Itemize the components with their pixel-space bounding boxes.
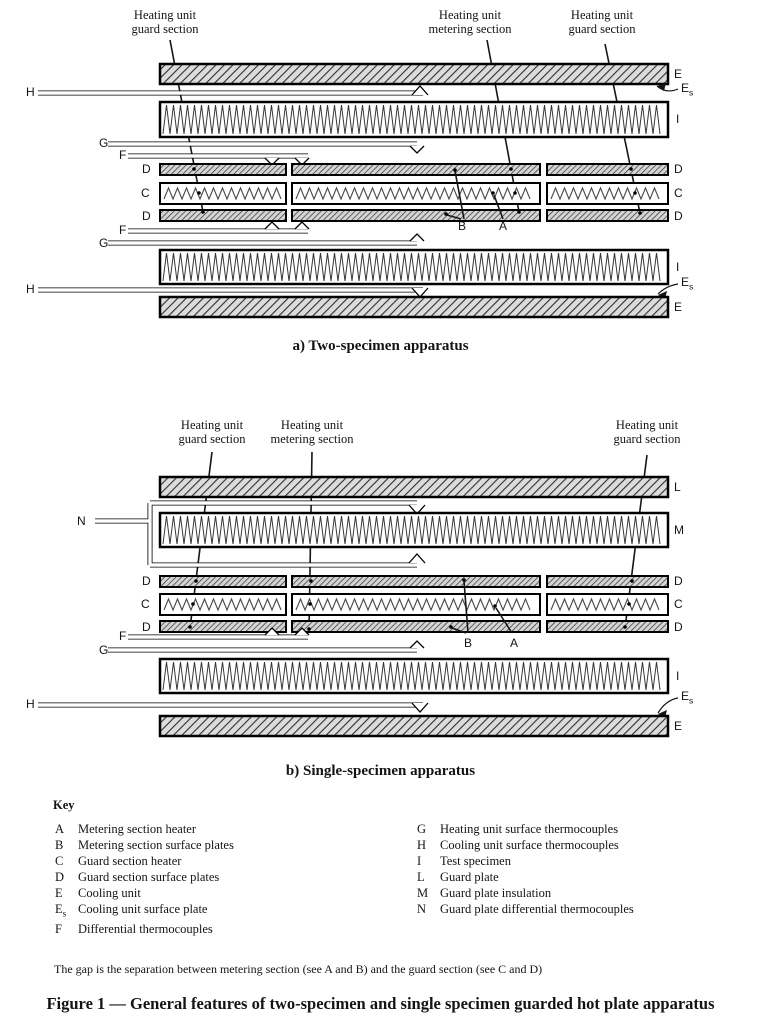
diagram-a [38,40,678,317]
caption-b: b) Single-specimen apparatus [285,763,476,779]
surface-plate-left-guard-bottom [160,621,286,632]
surface-plate-metering-top [292,164,540,175]
callout-d-b-left-bottom: D [142,620,151,634]
wire-arrow [265,222,279,229]
gap-note: The gap is the separation between metering section (see A and B) and the guard section (see C and D) [54,962,543,976]
label-a-metering [415,8,525,36]
callout-e-a-bottom: E [674,300,683,314]
callout-d-a-right-top: D [674,162,683,176]
label-line: Heating unit [615,418,679,432]
callout-e-b: E [674,719,683,733]
heater-stack-b [160,576,668,632]
diagram-b [38,452,678,736]
callout-c-b-right: C [674,597,683,611]
surface-plate-right-guard-bottom [547,210,668,221]
callout-a-a: A [499,219,508,233]
wire-arrow [410,234,424,241]
label-line: Heating unit [133,8,197,22]
callout-h-b: H [26,697,35,711]
label-line: metering section [270,432,354,446]
label-a-guard-right [547,8,657,36]
key-row: A Metering section heater [55,822,197,836]
heating-thermocouple-wire-a-bottom [108,234,424,243]
key-row: D Guard section surface plates [55,870,220,884]
label-line: Heating unit [570,8,634,22]
callout-m-b: M [674,523,684,537]
callout-c-a-left: C [141,186,150,200]
guard-plate-bar-b [160,477,668,497]
callout-g-a-top: G [99,136,109,150]
key-row: N Guard plate differential thermocouples [417,902,634,916]
callout-e-a-top: E [674,67,683,81]
callout-es-b: $E_s$ [681,689,694,706]
callout-d-b-left-top: D [142,574,151,588]
callout-d-a-right-bottom: D [674,209,683,223]
surface-plate-left-guard-top [160,576,286,587]
surface-plate-left-guard-bottom [160,210,286,221]
callout-b-a: B [458,219,467,233]
guard-heater-left [160,594,286,615]
cooling-unit-bar-a-top [160,64,668,84]
label-line: guard section [568,22,636,36]
key-row: C Guard section heater [55,854,182,868]
key-row: I Test specimen [417,854,511,868]
label-b-guard-left [157,418,267,446]
callout-f-a-bottom: F [119,223,127,237]
key-row: H Cooling unit surface thermocouples [417,838,619,852]
wire-arrow [410,641,424,648]
callout-i-a-top: I [676,112,680,126]
guard-heater-left [160,183,286,204]
callout-f-b: F [119,629,127,643]
callout-es-a-top: $E_s$ [681,81,694,98]
label-line: guard section [613,432,681,446]
key-row: G Heating unit surface thermocouples [417,822,619,836]
key-row: $E_s$ Cooling unit surface plate [55,902,208,919]
callout-h-a-top: H [26,85,35,99]
surface-plate-right-guard-top [547,576,668,587]
callout-c-a-right: C [674,186,683,200]
key-heading: Key [53,798,75,812]
label-line: guard section [178,432,246,446]
callout-b-b: B [464,636,473,650]
differential-thermocouple-wire-a-bottom [128,222,309,231]
callout-g-a-bottom: G [99,236,109,250]
key-row: F Differential thermocouples [55,922,213,936]
callout-i-a-bottom: I [676,260,680,274]
callout-h-a-bottom: H [26,282,35,296]
label-line: metering section [428,22,512,36]
key-row: B Metering section surface plates [55,838,234,852]
callout-d-a-left-top: D [142,162,151,176]
label-b-guard-right [592,418,702,446]
es-hook-b [658,698,678,713]
cooling-unit-bar-b [160,716,668,736]
figure-caption: Figure 1 — General features of two-specimen and single specimen guarded hot plate apparatus [46,994,715,1013]
surface-plate-metering-top [292,576,540,587]
cooling-thermocouple-wire-a-top [38,86,428,95]
callout-a-b: A [510,636,519,650]
label-b-metering [257,418,367,446]
surface-plate-left-guard-top [160,164,286,175]
callout-d-b-right-top: D [674,574,683,588]
label-a-guard-left [110,8,220,36]
key-row: L Guard plate [417,870,499,884]
cooling-thermocouple-wire-b [38,703,428,712]
callout-i-b: I [676,669,680,683]
key-row: E Cooling unit [55,886,141,900]
label-line: guard section [131,22,199,36]
heating-thermocouple-wire-a-top [108,144,424,153]
cooling-thermocouple-wire-a-bottom [38,288,428,297]
surface-plate-metering-bottom [292,621,540,632]
wire-arrow [410,146,424,153]
callout-d-b-right-bottom: D [674,620,683,634]
callout-es-a-bottom: $E_s$ [681,275,694,292]
key-row: M Guard plate insulation [417,886,552,900]
cooling-unit-bar-a-bottom [160,297,668,317]
surface-plate-right-guard-top [547,164,668,175]
label-line: Heating unit [280,418,344,432]
wire-arrow [409,554,425,563]
heater-stack-a [160,164,668,221]
es-hook-a-bottom [658,284,678,294]
heating-thermocouple-wire-b [108,641,424,650]
callout-g-b: G [99,643,109,657]
callout-d-a-left-bottom: D [142,209,151,223]
label-line: Heating unit [438,8,502,22]
callout-c-b-left: C [141,597,150,611]
label-line: Heating unit [180,418,244,432]
callout-l-b: L [674,480,681,494]
callout-f-a-top: F [119,148,127,162]
wire-arrow [295,222,309,229]
callout-n-b: N [77,514,86,528]
surface-plate-right-guard-bottom [547,621,668,632]
caption-a: a) Two-specimen apparatus [292,338,469,354]
